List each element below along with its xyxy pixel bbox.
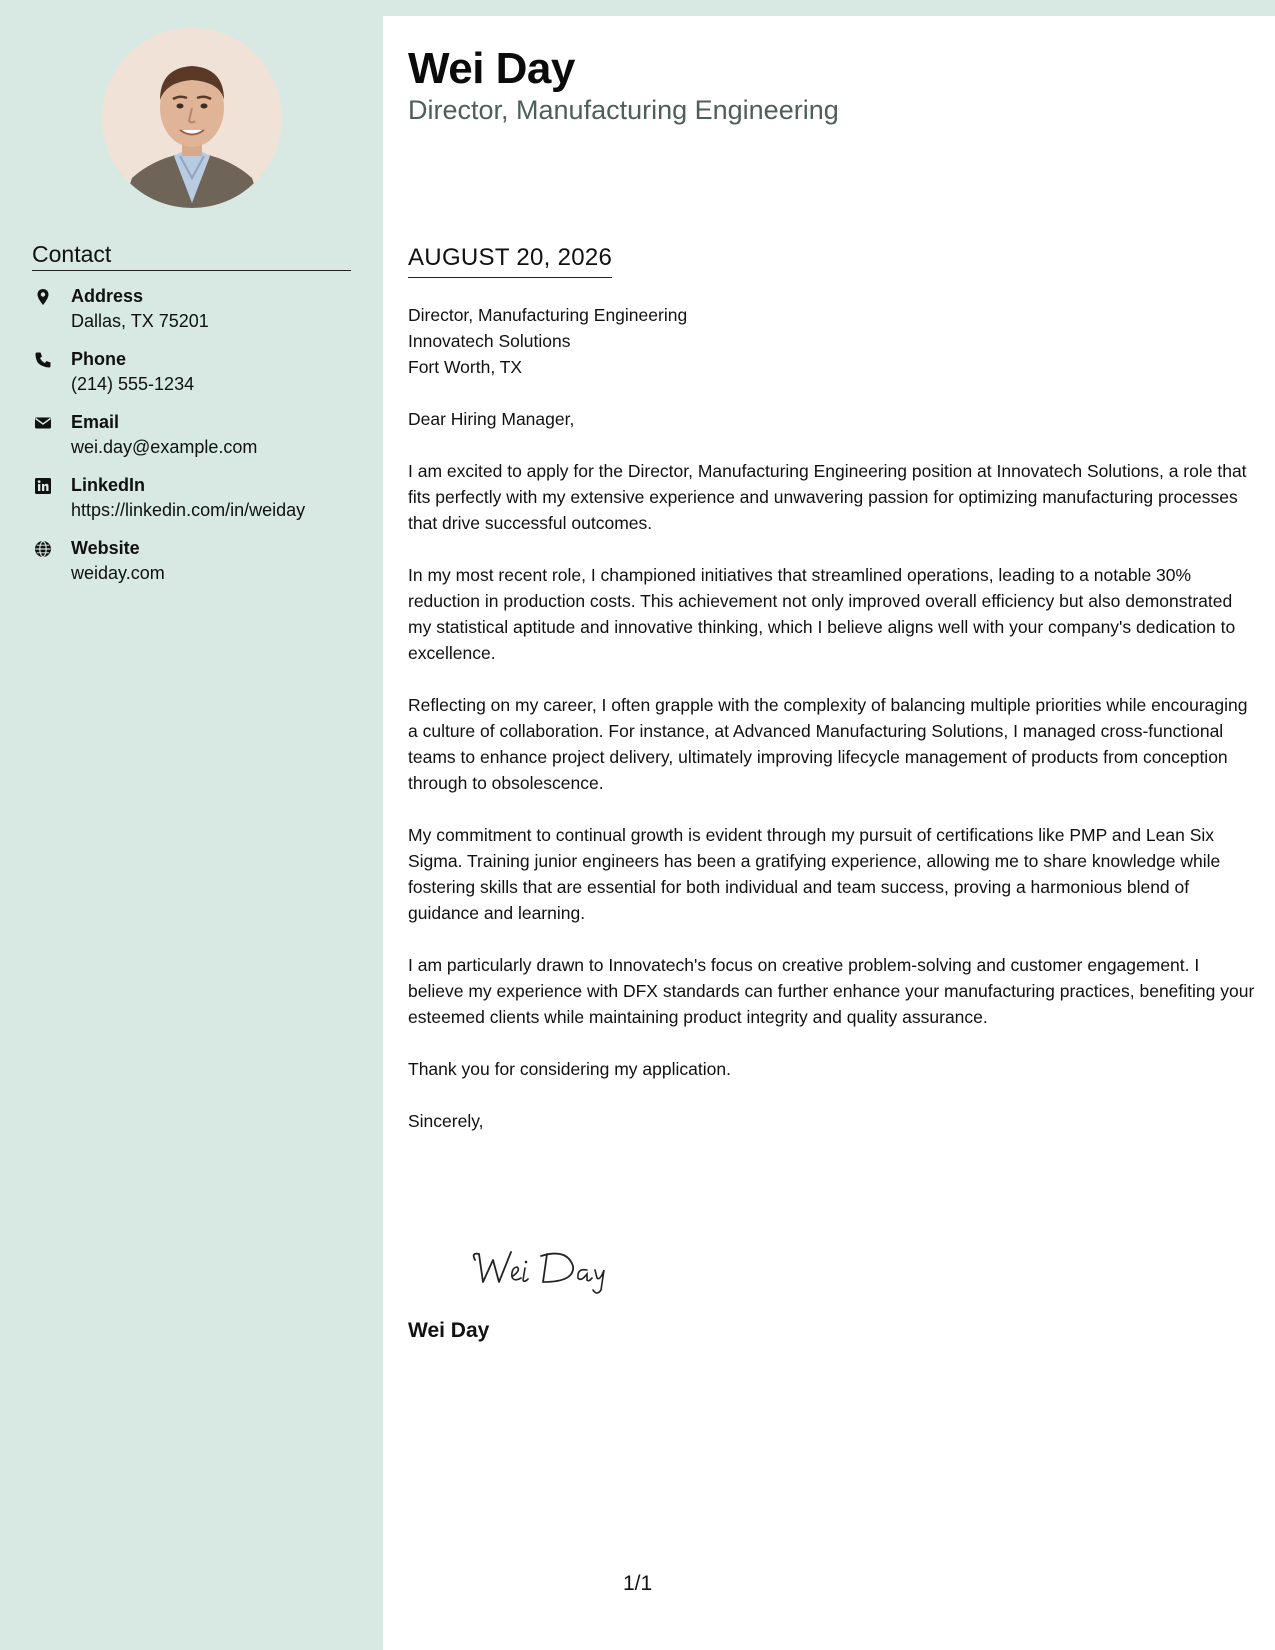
letter-page (383, 16, 1275, 1650)
contact-item-address (32, 286, 362, 349)
recipient-line: Innovatech Solutions (408, 331, 571, 351)
contact-heading: Contact (32, 241, 351, 271)
linkedin-value[interactable]: https://linkedin.com/in/weiday (71, 500, 306, 520)
letter-paragraph: Thank you for considering my application. (408, 1059, 731, 1079)
recipient-block (408, 302, 1258, 380)
email-value[interactable]: wei.day@example.com (71, 437, 258, 457)
page-number: 1/1 (623, 1572, 653, 1595)
contact-item-phone (32, 349, 362, 412)
letter-date: AUGUST 20, 2026 (408, 244, 612, 278)
signer-name: Wei Day (408, 1319, 490, 1342)
applicant-name: Wei Day (408, 44, 575, 93)
sidebar (0, 0, 383, 1650)
letter-paragraph: Reflecting on my career, I often grapple with the complexity of balancing multiple priorities while encouraging a culture of collaboration. For instance, at Advanced Manufacturing Solutions, I managed cross-functional teams to enhance project delivery, ultimately improving lifecycle management of products from conception through to obsolescence. (408, 695, 1248, 793)
salutation: Dear Hiring Manager, (408, 409, 575, 429)
linkedin-icon (34, 477, 52, 495)
contact-item-website (32, 538, 362, 601)
letter-paragraph: I am particularly drawn to Innovatech's focus on creative problem-solving and customer engagement. I believe my experience with DFX standards can further enhance your manufacturing practices, benefiting your esteemed clients while maintaining product integrity and quality assurance. (408, 955, 1255, 1027)
contact-label: Email (71, 412, 120, 432)
recipient-line: Fort Worth, TX (408, 357, 523, 377)
contact-label: LinkedIn (71, 475, 146, 495)
letter-paragraph: I am excited to apply for the Director, Manufacturing Engineering position at Innovatech Solutions, a role that fits perfectly with my extensive experience and unwavering passion for optimizing manufacturing processes that drive successful outcomes. (408, 461, 1247, 533)
profile-photo (102, 28, 282, 208)
letter-body (408, 302, 1258, 1160)
contact-label: Website (71, 538, 140, 558)
location-pin-icon (34, 288, 52, 306)
contact-label: Address (71, 286, 144, 306)
applicant-title: Director, Manufacturing Engineering (408, 95, 839, 125)
contact-list (32, 286, 362, 601)
contact-label: Phone (71, 349, 127, 369)
letter-paragraph: My commitment to continual growth is evident through my pursuit of certifications like PMP and Lean Six Sigma. Training junior engineers has been a gratifying experience, allowing me to share knowledge while fostering skills that are essential for both individual and team success, proving a harmonious blend of guidance and learning. (408, 825, 1221, 923)
address-value: Dallas, TX 75201 (71, 311, 209, 331)
recipient-line: Director, Manufacturing Engineering (408, 305, 688, 325)
letter-paragraph: In my most recent role, I championed initiatives that streamlined operations, leading to a notable 30% reduction in production costs. This achievement not only improved overall efficiency but also demonstrated my statistical aptitude and innovative thinking, which I believe aligns well with your company's dedication to excellence. (408, 565, 1236, 663)
envelope-icon (34, 414, 52, 432)
handwritten-signature (463, 1240, 663, 1300)
closing: Sincerely, (408, 1111, 484, 1131)
phone-icon (34, 351, 52, 369)
phone-value[interactable]: (214) 555-1234 (71, 374, 195, 394)
contact-item-linkedin (32, 475, 362, 538)
contact-item-email (32, 412, 362, 475)
globe-icon (34, 540, 52, 558)
website-value[interactable]: weiday.com (71, 563, 165, 583)
